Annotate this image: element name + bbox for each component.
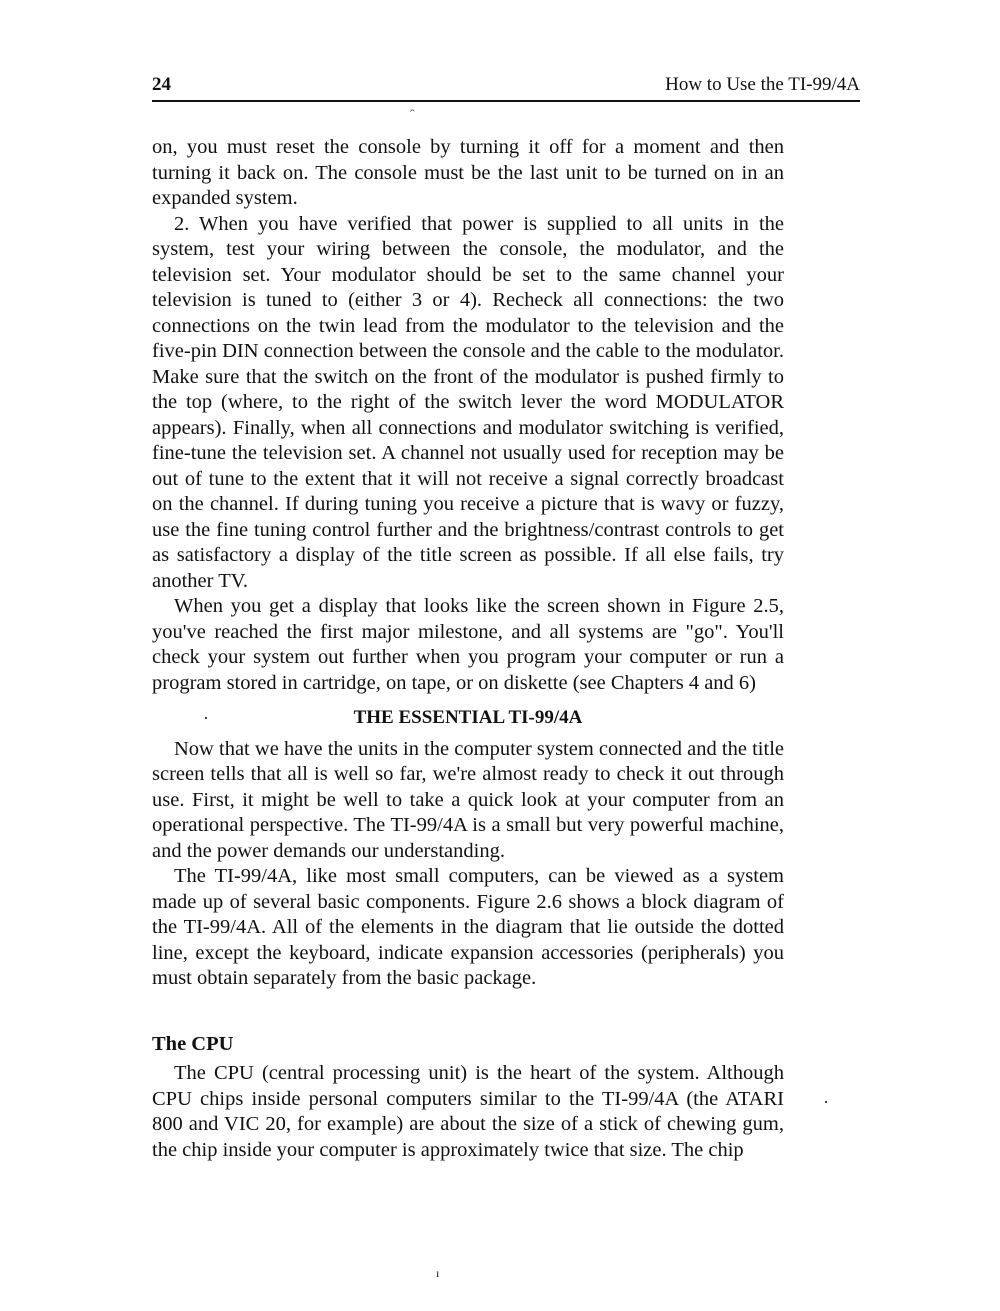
running-header (152, 70, 860, 102)
scan-dot: · (203, 708, 209, 728)
section-heading-cpu: The CPU (152, 1032, 234, 1055)
page-number: 24 (152, 74, 171, 95)
paragraph-step-2: 2. When you have verified that power is supplied to all units in the system, test your wiring between the console, the modulator, and the television set. Your modulator should be set to the same channel your television is tuned to (either 3 or 4). Recheck all connections: the two connections on the twin lead from the modulator to the television and the five-pin DIN connection between the console and the cable to the modulator. Make sure that the switch on the front of the modulator is pushed firmly to the top (where, to the right of the switch lever the word MODULATOR appears). Finally, when all connections and modulator switching is verified, fine-tune the television set. A channel not usually used for reception may be out of tune to the extent that it will not receive a signal correctly broadcast on the channel. If during tuning you receive a picture that is wavy or fuzzy, use the fine tuning control further and the brightness/contrast controls to get as satisfactory a display of the title screen as possible. If all else fails, try another TV. (152, 212, 784, 592)
scan-dot: · (823, 1092, 829, 1112)
paragraph-continued: on, you must reset the console by turning it off for a moment and then turning it back on. The console must be the last unit to be turned on in an expanded system. (152, 136, 784, 209)
body-text (152, 135, 784, 1163)
scan-speck: ˆ (410, 108, 415, 123)
paragraph-components: The TI-99/4A, like most small computers, can be viewed as a system made up of several basic components. Figure 2.6 shows a block diagram of the TI-99/4A. All of the elements in the diagram that lie outside the dotted line, except the keyboard, indicate expansion accessories (peripherals) you must obtain separately from the basic package. (152, 865, 784, 989)
scan-speck: ı (436, 1266, 440, 1280)
running-title: How to Use the TI-99/4A (665, 74, 860, 95)
paragraph-overview: Now that we have the units in the computer system connected and the title screen tells that all is well so far, we're almost ready to check it out through use. First, it might be well to take a quick look at your computer from an operational perspective. The TI-99/4A is a small but very powerful machine, and the power demands our understanding. (152, 737, 784, 862)
paragraph-cpu: The CPU (central processing unit) is the heart of the system. Although CPU chips inside personal computers similar to the TI-99/4A (the ATARI 800 and VIC 20, for example) are about the size of a stick of chewing gum, the chip inside your computer is approximately twice that size. The chip (152, 1062, 784, 1161)
paragraph-milestone: When you get a display that looks like the screen shown in Figure 2.5, you've reached the first major milestone, and all systems are "go". You'll check your system out further when you program your computer or run a program stored in cartridge, on tape, or on diskette (see Chapters 4 and 6) (152, 595, 784, 694)
section-heading-essential: THE ESSENTIAL TI-99/4A (353, 707, 583, 728)
